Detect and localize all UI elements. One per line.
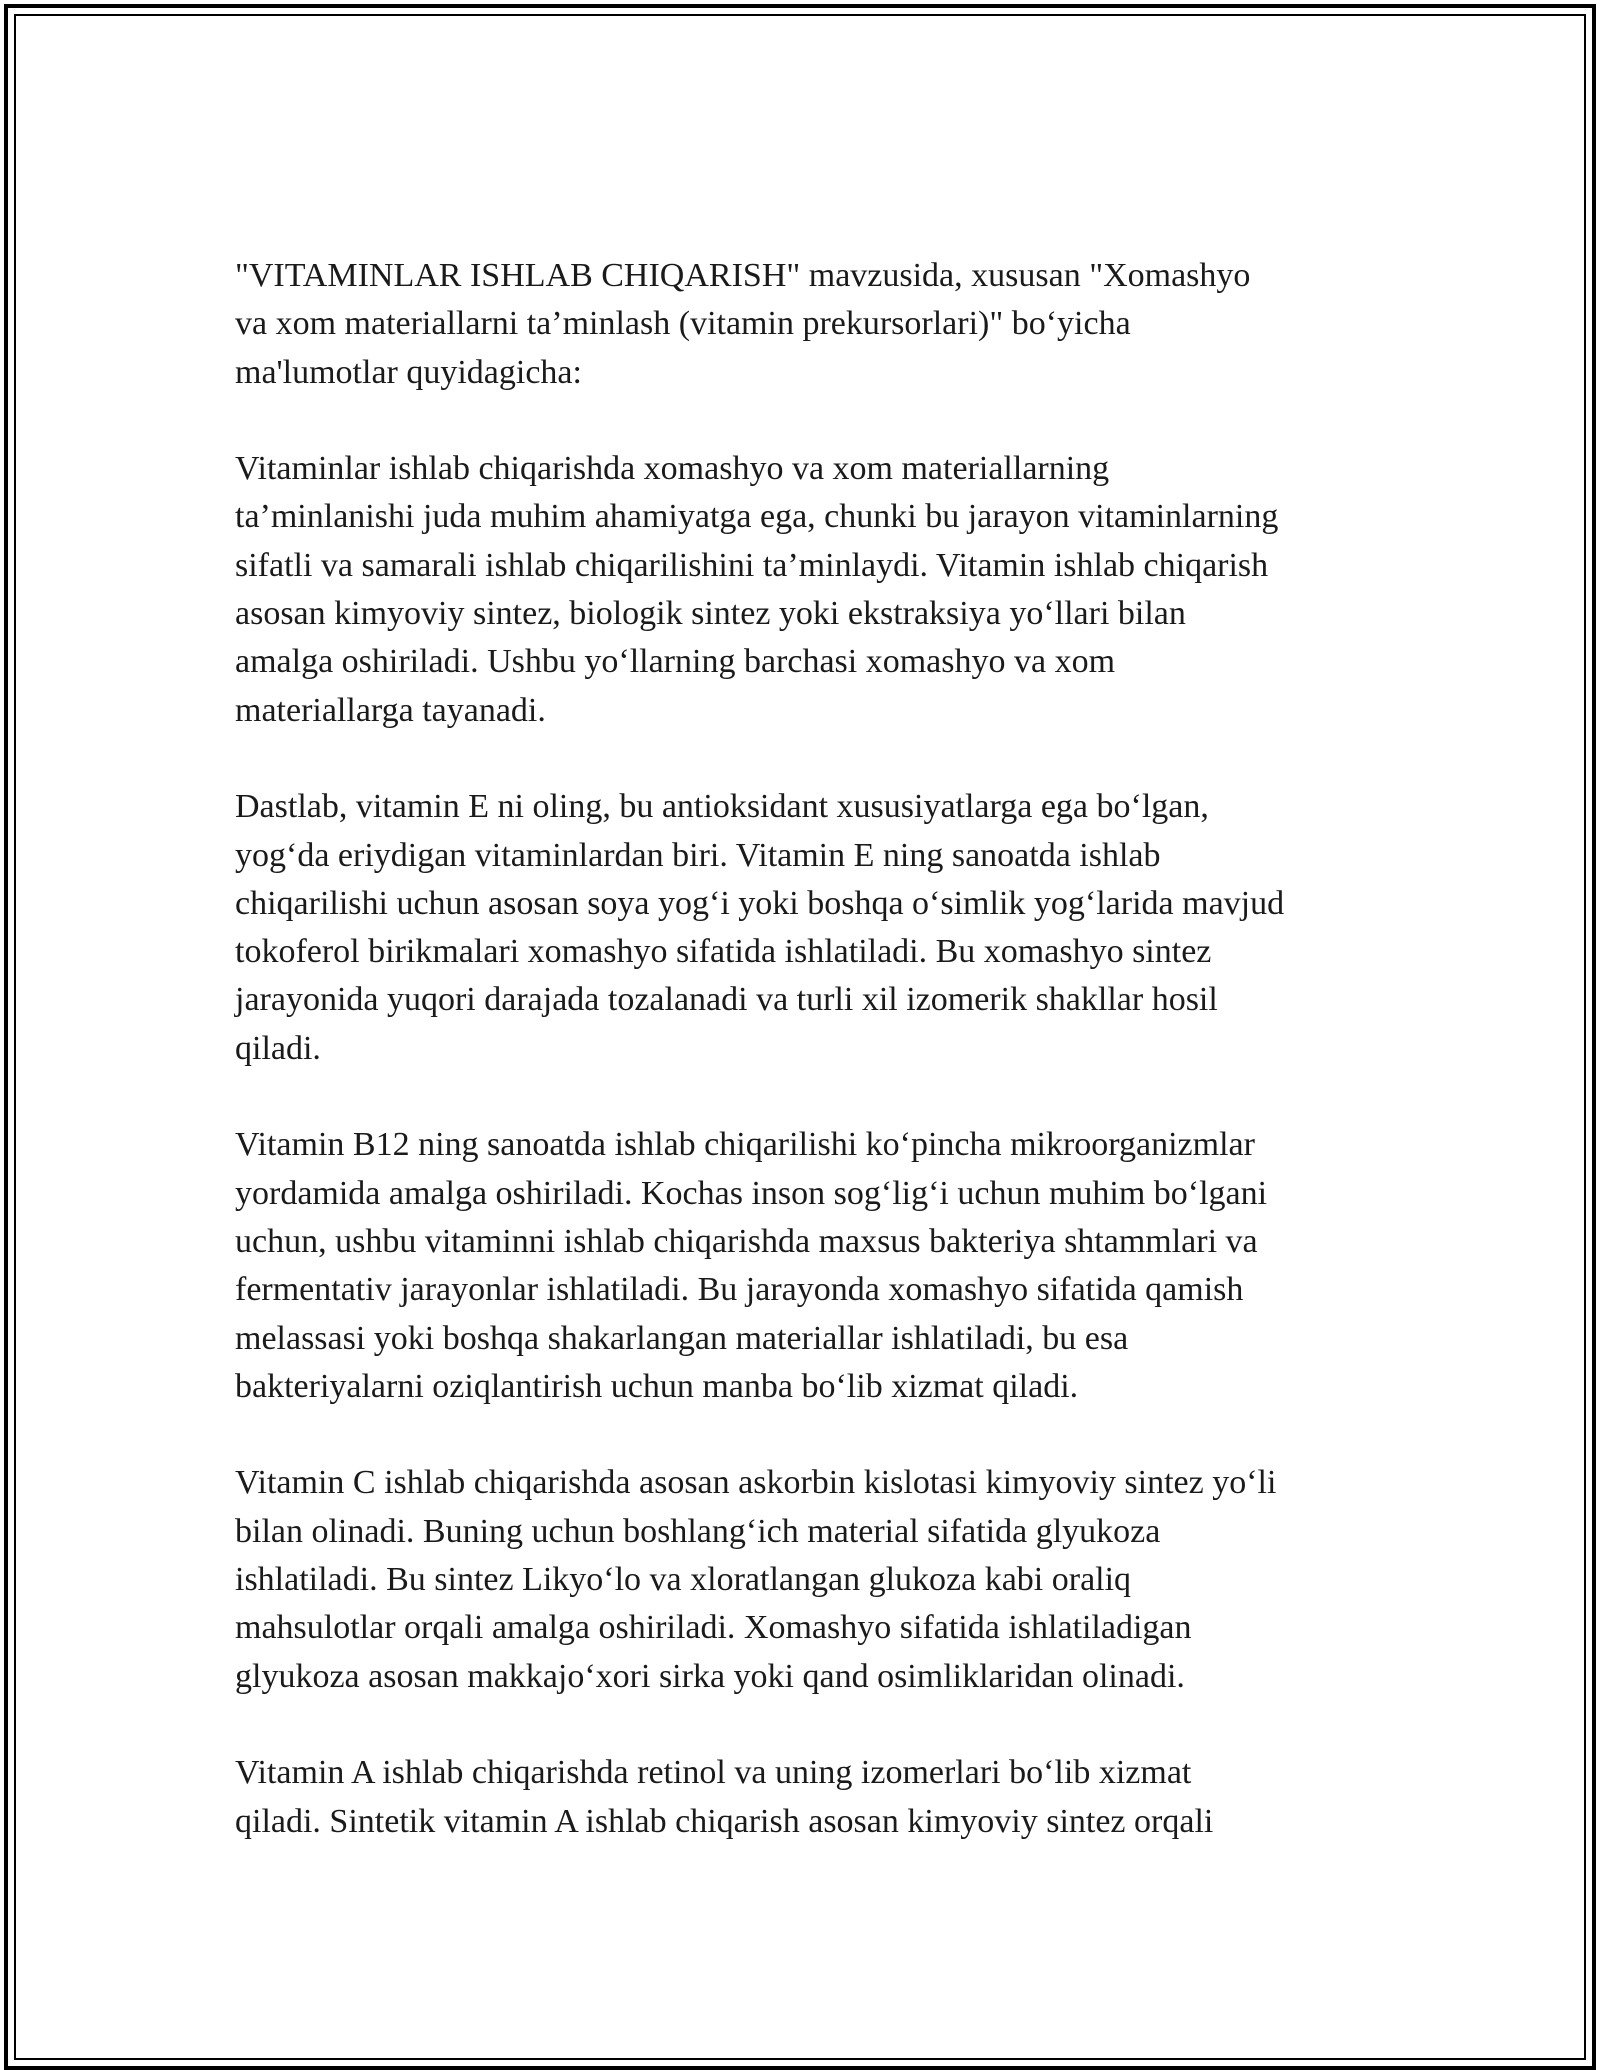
text-line: ishlatiladi. Bu sintez Likyo‘lo va xloratlangan glukoza kabi oraliq	[235, 1561, 1132, 1599]
text-line: asosan kimyoviy sintez, biologik sintez yoki ekstraksiya yo‘llari bilan	[235, 595, 1186, 633]
paragraph-raw-materials	[235, 445, 1375, 735]
text-line: mahsulotlar orqali amalga oshiriladi. Xomashyo sifatida ishlatiladigan	[235, 1609, 1192, 1647]
text-line: bakteriyalarni oziqlantirish uchun manba bo‘lib xizmat qiladi.	[235, 1367, 1079, 1405]
text-line: amalga oshiriladi. Ushbu yo‘llarning barchasi xomashyo va xom	[235, 643, 1116, 681]
paragraph-intro	[235, 252, 1375, 397]
text-line: qiladi.	[235, 1029, 321, 1067]
text-line: qiladi. Sintetik vitamin A ishlab chiqarish asosan kimyoviy sintez orqali	[235, 1802, 1214, 1840]
text-line: Vitamin A ishlab chiqarishda retinol va uning izomerlari bo‘lib xizmat	[235, 1754, 1192, 1792]
text-line: tokoferol birikmalari xomashyo sifatida ishlatiladi. Bu xomashyo sintez	[235, 933, 1212, 971]
text-line: Vitamin B12 ning sanoatda ishlab chiqarilishi ko‘pincha mikroorganizmlar	[235, 1126, 1255, 1164]
text-line: jarayonida yuqori darajada tozalanadi va turli xil izomerik shakllar hosil	[235, 981, 1218, 1019]
text-line: melassasi yoki boshqa shakarlangan materiallar ishlatiladi, bu esa	[235, 1319, 1129, 1357]
text-line: fermentativ jarayonlar ishlatiladi. Bu jarayonda xomashyo sifatida qamish	[235, 1271, 1244, 1309]
text-line: uchun, ushbu vitaminni ishlab chiqarishda maxsus bakteriya shtammlari va	[235, 1222, 1258, 1260]
text-line: "VITAMINLAR ISHLAB CHIQARISH" mavzusida, xususan "Xomashyo	[235, 257, 1251, 294]
text-line: Vitaminlar ishlab chiqarishda xomashyo va xom materiallarning	[235, 450, 1110, 488]
paragraph-vitamin-a	[235, 1749, 1375, 1846]
text-line: Vitamin C ishlab chiqarishda asosan askorbin kislotasi kimyoviy sintez yo‘li	[235, 1464, 1277, 1502]
text-line: yordamida amalga oshiriladi. Kochas inson sog‘lig‘i uchun muhim bo‘lgani	[235, 1174, 1268, 1212]
document-body	[235, 252, 1375, 1894]
paragraph-vitamin-c	[235, 1459, 1375, 1700]
text-line: glyukoza asosan makkajo‘xori sirka yoki qand osimliklaridan olinadi.	[235, 1657, 1185, 1695]
text-line: yog‘da eriydigan vitaminlardan biri. Vitamin E ning sanoatda ishlab	[235, 836, 1161, 874]
text-line: ma'lumotlar quyidagicha:	[235, 353, 582, 391]
text-line: Dastlab, vitamin E ni oling, bu antioksidant xususiyatlarga ega bo‘lgan,	[235, 788, 1209, 826]
text-line: bilan olinadi. Buning uchun boshlang‘ich material sifatida glyukoza	[235, 1512, 1161, 1550]
paragraph-vitamin-b12	[235, 1121, 1375, 1411]
text-line: materiallarga tayanadi.	[235, 691, 546, 729]
text-line: chiqarilishi uchun asosan soya yog‘i yoki boshqa o‘simlik yog‘larida mavjud	[235, 884, 1285, 922]
paragraph-vitamin-e	[235, 783, 1375, 1073]
text-line: sifatli va samarali ishlab chiqarilishini ta’minlaydi. Vitamin ishlab chiqarish	[235, 546, 1269, 584]
text-line: va xom materiallarni ta’minlash (vitamin prekursorlari)" bo‘yicha	[235, 305, 1131, 343]
text-line: ta’minlanishi juda muhim ahamiyatga ega, chunki bu jarayon vitaminlarning	[235, 498, 1279, 536]
